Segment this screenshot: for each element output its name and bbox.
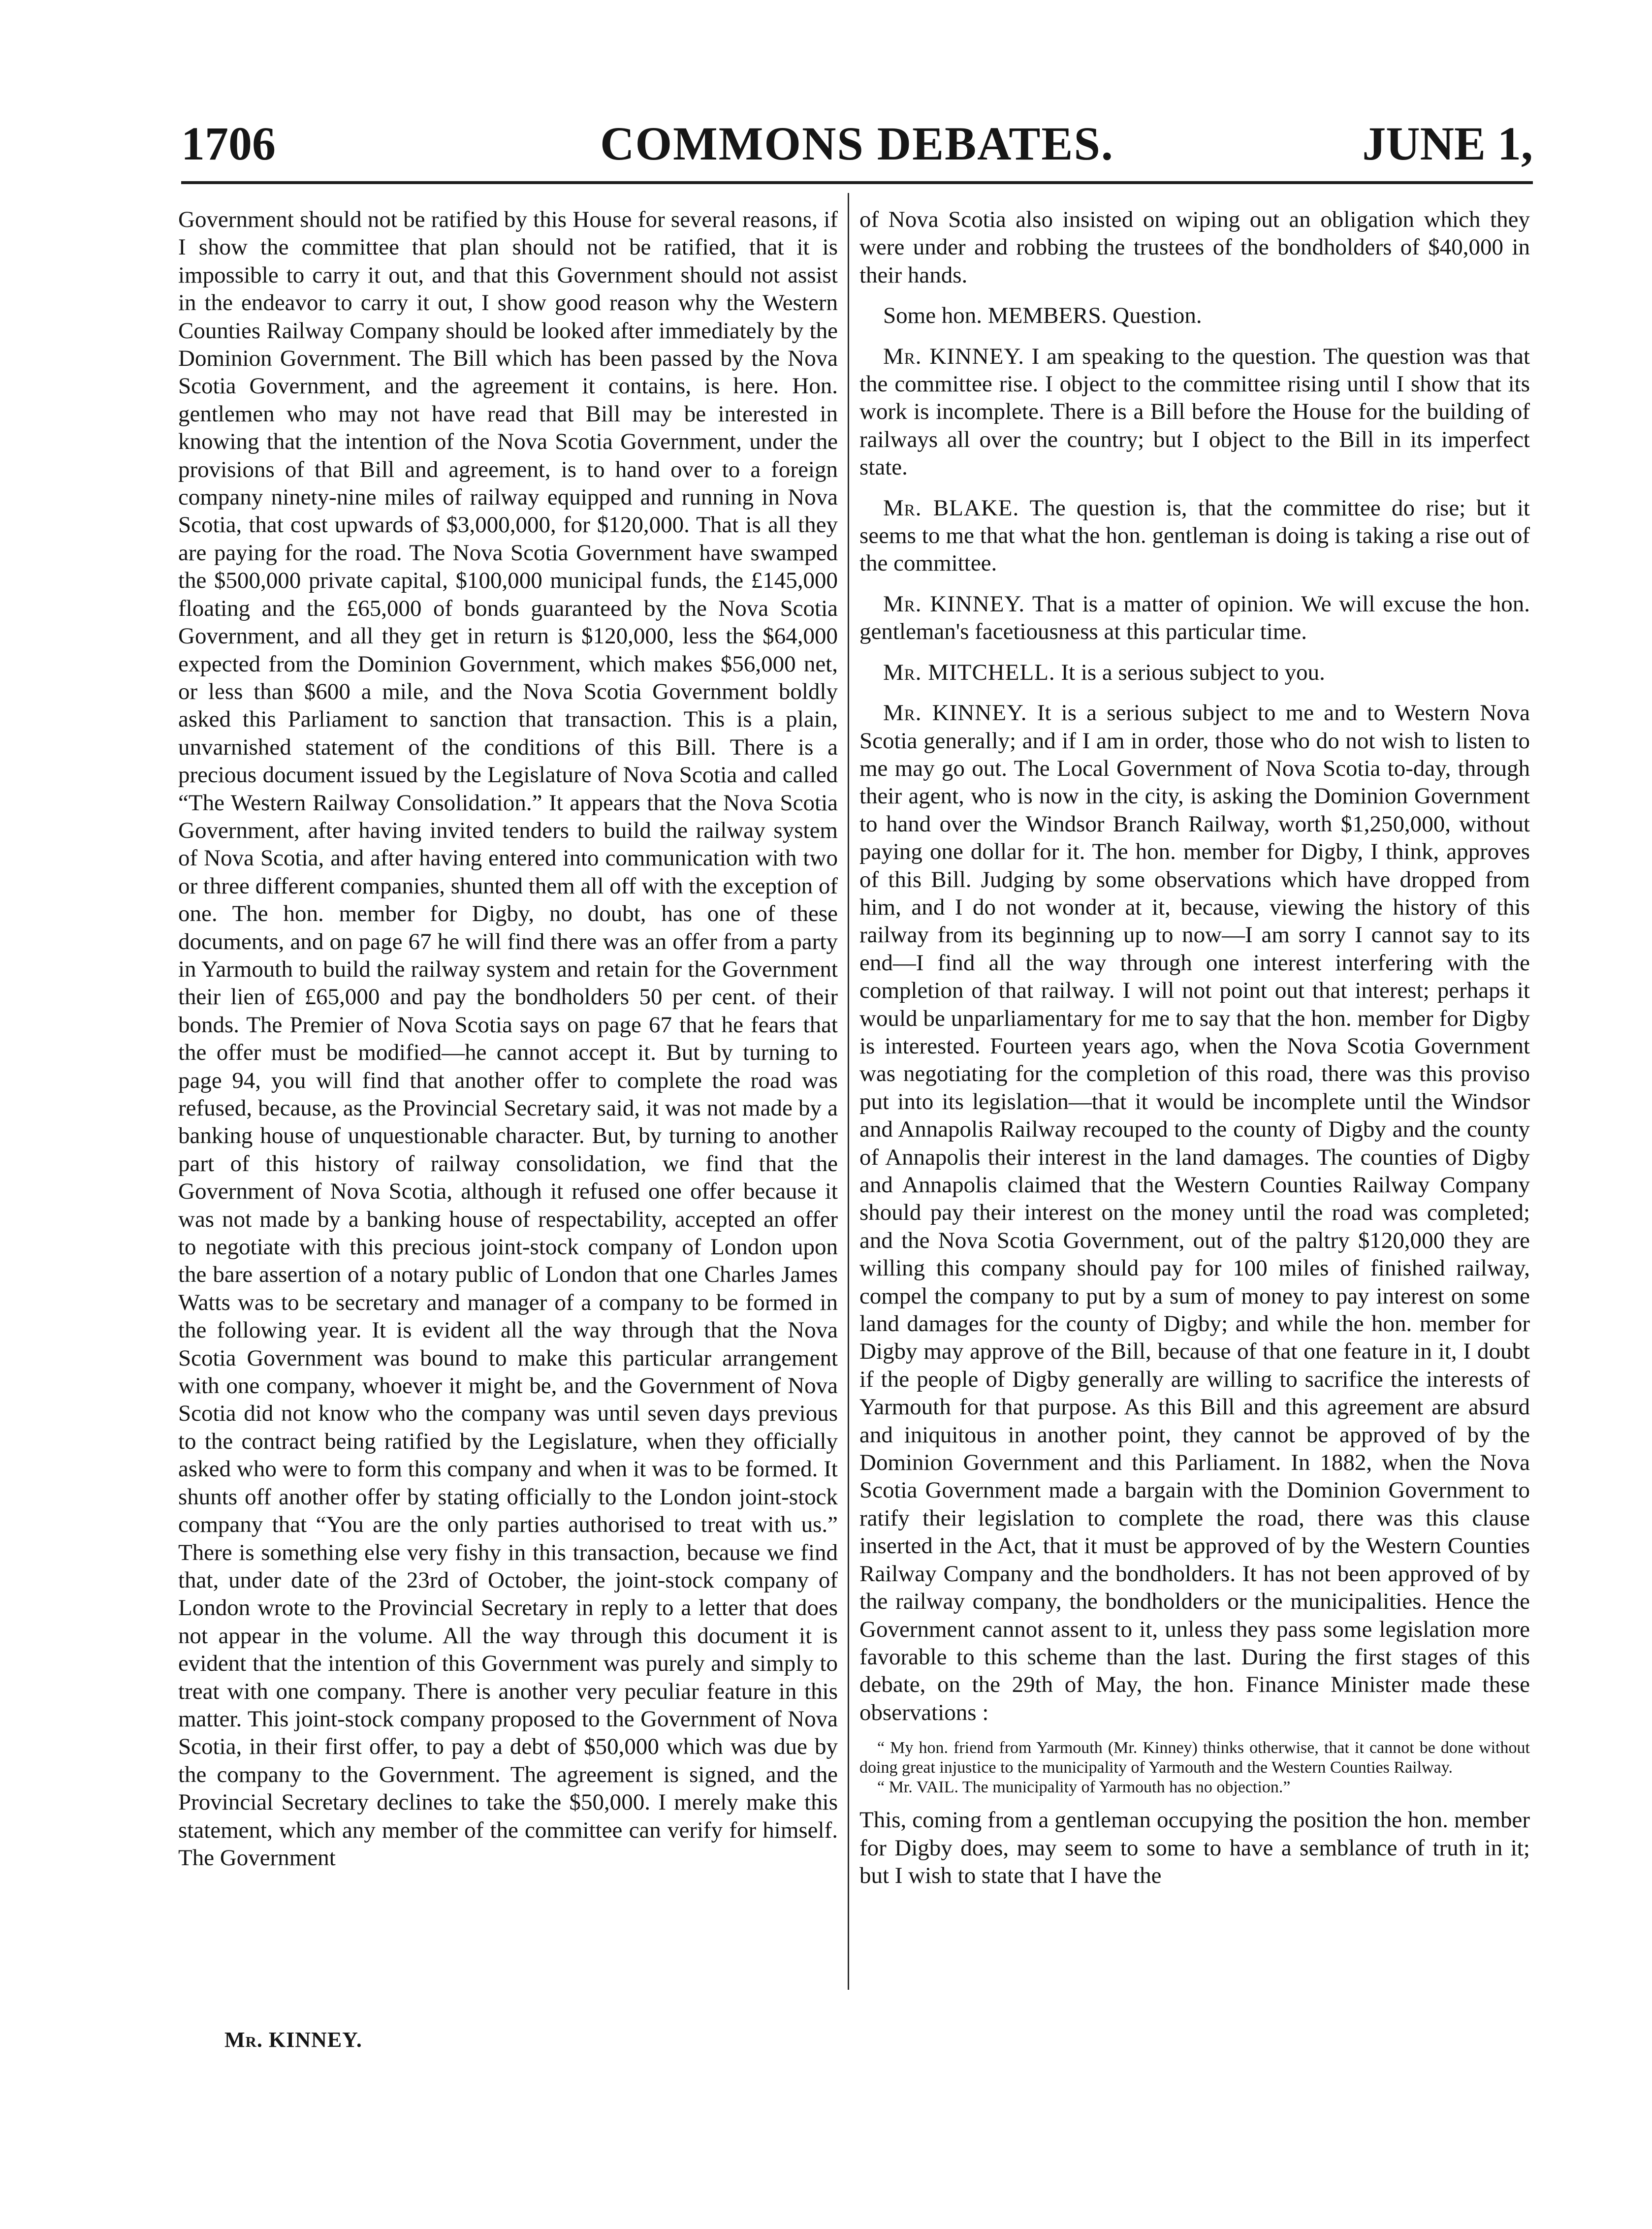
speech-blake <box>859 494 1530 577</box>
column-divider <box>848 193 849 1990</box>
speech-text: The question is, that the committee do rise; but it seems to me that what the hon. gentleman is doing is taking a rise out of the committee. <box>859 495 1530 576</box>
header-rule <box>181 181 1533 184</box>
page-signature: Mr. KINNEY. <box>224 2028 362 2052</box>
speech-kinney-3 <box>859 699 1530 1726</box>
left-paragraph: Government should not be ratified by this House for several reasons, if I show the committee that plan should not be ratified, that it is impossible to carry it out, and that this Government should not assist in the endeavor to carry it out, I show good reason why the Western Counties Railway Company should be looked after immediately by the Dominion Government. The Bill which has been passed by the Nova Scotia Government, and the agreement it contains, is here. Hon. gentlemen who may not have read that Bill may be interested in knowing that the intention of the Nova Scotia Government, under the provisions of that Bill and agreement, is to hand over to a foreign company ninety-nine miles of railway equipped and running in Nova Scotia, that cost upwards of $3,000,000, for $120,000. That is all they are paying for the road. The Nova Scotia Government have swamped the $500,000 private capital, $100,000 municipal funds, the £145,000 floating and the £65,000 of bonds guaranteed by the Nova Scotia Government, and all they get in return is $120,000, less the $64,000 expected from the Dominion Government, which makes $56,000 net, or less than $600 a mile, and the Nova Scotia Government boldly asked this Parliament to sanction that transaction. This is a plain, unvarnished statement of the conditions of this Bill. There is a precious document issued by the Legislature of Nova Scotia and called “The Western Railway Consolidation.” It appears that the Nova Scotia Government, after having invited tenders to build the railway system of Nova Scotia, and after having entered into communication with two or three different companies, shunted them all off with the exception of one. The hon. member for Digby, no doubt, has one of these documents, and on page 67 he will find there was an offer from a party in Yarmouth to build the railway system and retain for the Government their lien of £65,000 and pay the bondholders 50 per cent. of their bonds. The Premier of Nova Scotia says on page 67 that he fears that the offer must be modified—he cannot accept it. But by turning to page 94, you will find that another offer to complete the road was refused, because, as the Provincial Secretary said, it was not made by a banking house of unquestionable character. But, by turning to another part of this history of railway consolidation, we find that the Government of Nova Scotia, although it refused one offer because it was not made by a banking house of respectability, accepted an offer to negotiate with this precious joint-stock company of London upon the bare assertion of a notary public of London that one Charles James Watts was to be secretary and manager of a company to be formed in the following year. It is evident all the way through that the Nova Scotia Government was bound to make this particular arrangement with one company, whoever it might be, and the Government of Nova Scotia did not know who the company was until seven days previous to the contract being ratified by the Legislature, when they officially asked who were to form this company and when it was to be formed. It shunts off another offer by stating officially to the London joint-stock company that “You are the only parties authorised to treat with us.” There is something else very fishy in this transaction, because we find that, under date of the 23rd of October, the joint-stock company of London wrote to the Provincial Secretary in reply to a letter that does not appear in the volume. All the way through this document it is evident that the intention of this Government was purely and simply to treat with one company. There is another very peculiar feature in this matter. This joint-stock company proposed to the Government of Nova Scotia, in their first offer, to pay a debt of $50,000 which was due by the company to the Government. The agreement is signed, and the Provincial Secretary declines to take the $50,000. I merely make this statement, which any member of the committee can verify for himself. The Government <box>178 207 838 1871</box>
right-column <box>859 206 1530 1889</box>
speech-mitchell <box>859 659 1530 686</box>
speech-kinney-1 <box>859 343 1530 481</box>
quote-line: “ My hon. friend from Yarmouth (Mr. Kinney) thinks otherwise, that it cannot be done without doing great injustice to the municipality of Yarmouth and the Western Counties Railway. <box>859 1739 1530 1777</box>
interjection: Some hon. MEMBERS. Question. <box>883 303 1202 329</box>
speech-text: It is a serious subject to me and to Western Nova Scotia generally; and if I am in order, those who do not wish to listen to me may go out. The Local Government of Nova Scotia to-day, through their agent, who is now in the city, is asking the Dominion Government to hand over the Windsor Branch Railway, worth $1,250,000, without paying one dollar for it. The hon. member for Digby, I think, approves of this Bill. Judging by some observations which have dropped from him, and I do not wonder at it, because, viewing the history of this railway from its beginning up to now—I am sorry I cannot say to its end—I find all the way through one interest interfering with the completion of that railway. I will not point out that interest; perhaps it would be unparliamentary for me to say that the hon. member for Digby is interested. Fourteen years ago, when the Nova Scotia Government was negotiating for the completion of this road, there was this proviso put into its legislation—that it would be incomplete until the Windsor and Annapolis Railway recouped to the county of Digby and the county of Annapolis their interest in the land damages. The counties of Digby and Annapolis claimed that the Western Counties Railway Company should pay their interest on the money until the road was completed; and the Nova Scotia Government, out of the paltry $120,000 they are willing this company should pay for 100 miles of finished railway, compel the company to put by a sum of money to pay interest on some land damages for the county of Digby; and while the hon. member for Digby may approve of the Bill, because of that one feature in it, I doubt if the people of Digby generally are willing to sacrifice the interests of Yarmouth for that purpose. As this Bill and this agreement are absurd and iniquitous in another point, they cannot be approved of by the Dominion Government and this Parliament. In 1882, when the Nova Scotia Government made a bargain with the Dominion Government to ratify their legislation to complete the road, there was this clause inserted in the Act, that it must be approved of by the Western Counties Railway Company and the bondholders. It has not been approved of by the railway company, the bondholders or the municipalities. Hence the Government cannot assent to it, unless they pass some legislation more favorable to this scheme than the last. During the first stages of this debate, on the 29th of May, the hon. Finance Minister made these observations : <box>859 700 1530 1725</box>
left-column <box>178 206 838 1872</box>
speech-text: I am speaking to the question. The question was that the committee rise. I object to the committee rising until I show that its work is incomplete. There is a Bill before the House for the building of railways all over the country; but I object to the Bill in its imperfect state. <box>859 343 1530 480</box>
speaker-name: Mr. KINNEY. <box>883 343 1025 369</box>
quote-line: “ Mr. VAIL. The municipality of Yarmouth has no objection.” <box>877 1778 1291 1797</box>
block-quote <box>859 1738 1530 1797</box>
speaker-name: Mr. MITCHELL. <box>883 659 1055 685</box>
speaker-name: Mr. KINNEY. <box>883 591 1025 617</box>
page-header <box>181 116 1533 179</box>
speech-text: It is a serious subject to you. <box>1061 659 1325 685</box>
speaker-name: Mr. BLAKE. <box>883 495 1019 521</box>
speaker-name: Mr. KINNEY. <box>883 700 1027 726</box>
right-paragraph-continuation: of Nova Scotia also insisted on wiping out an obligation which they were under and robbing the trustees of the bondholders of $40,000 in their hands. <box>859 207 1530 288</box>
publication-title: COMMONS DEBATES. <box>600 117 1114 170</box>
page-date: JUNE 1, <box>1362 117 1533 170</box>
right-paragraph-closing: This, coming from a gentleman occupying the position the hon. member for Digby does, may seem to some to have a semblance of truth in it; but I wish to state that I have the <box>859 1807 1530 1888</box>
speech-kinney-2 <box>859 590 1530 646</box>
speech-text: That is a matter of opinion. We will excuse the hon. gentleman's facetiousness at this particular time. <box>859 591 1530 645</box>
page-number: 1706 <box>181 117 276 170</box>
